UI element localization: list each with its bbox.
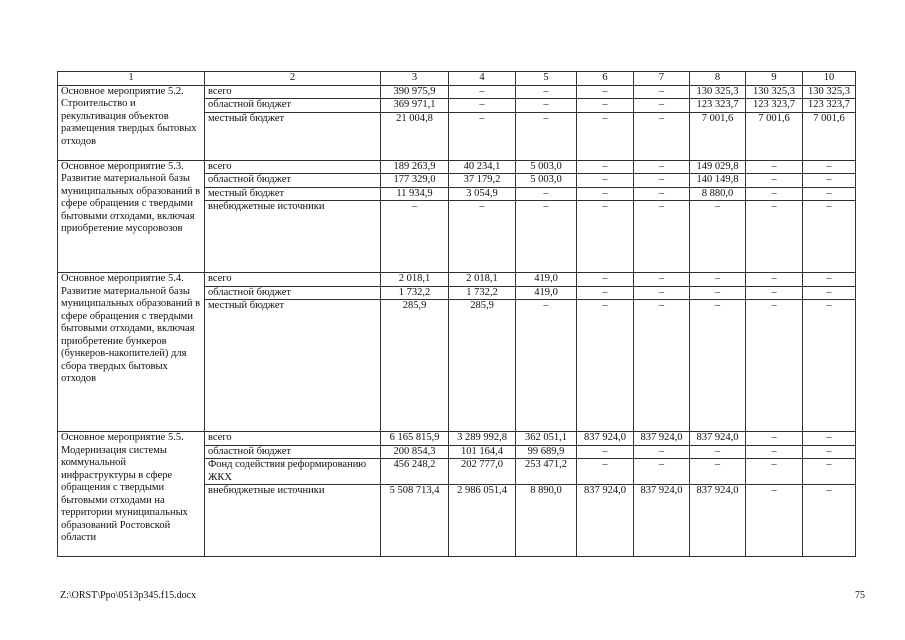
value-cell: – (746, 187, 803, 201)
funding-source-cell: Фонд содействия реформированию ЖКХ (205, 459, 381, 485)
value-cell: – (449, 99, 516, 113)
value-cell: – (746, 485, 803, 557)
table-row (58, 85, 856, 99)
value-cell: – (577, 286, 634, 300)
value-cell: 130 325,3 (690, 85, 746, 99)
value-cell: – (634, 201, 690, 273)
header-cell: 4 (449, 72, 516, 86)
value-cell: – (577, 99, 634, 113)
value-cell: 5 508 713,4 (381, 485, 449, 557)
header-cell: 9 (746, 72, 803, 86)
value-cell: 285,9 (449, 300, 516, 432)
value-cell: 202 777,0 (449, 459, 516, 485)
header-cell: 6 (577, 72, 634, 86)
value-cell: 2 018,1 (449, 273, 516, 287)
value-cell: – (803, 174, 856, 188)
value-cell: – (746, 445, 803, 459)
value-cell: 7 001,6 (746, 112, 803, 160)
value-cell: 8 880,0 (690, 187, 746, 201)
table-row (58, 432, 856, 446)
value-cell: – (577, 201, 634, 273)
value-cell: – (690, 286, 746, 300)
value-cell: – (634, 286, 690, 300)
value-cell: – (577, 85, 634, 99)
value-cell: 1 732,2 (449, 286, 516, 300)
value-cell: – (634, 112, 690, 160)
value-cell: 837 924,0 (634, 485, 690, 557)
value-cell: – (803, 201, 856, 273)
value-cell: 837 924,0 (634, 432, 690, 446)
value-cell: – (746, 273, 803, 287)
value-cell: – (690, 300, 746, 432)
value-cell: – (690, 273, 746, 287)
value-cell: – (516, 187, 577, 201)
value-cell: 123 323,7 (746, 99, 803, 113)
value-cell: – (634, 187, 690, 201)
value-cell: 40 234,1 (449, 160, 516, 174)
funding-source-cell: местный бюджет (205, 300, 381, 432)
value-cell: 149 029,8 (690, 160, 746, 174)
value-cell: – (516, 85, 577, 99)
value-cell: – (690, 201, 746, 273)
value-cell: 101 164,4 (449, 445, 516, 459)
measure-name-cell: Основное мероприятие 5.4. Развитие материальной базы муниципальных образований в сфере обращения с твердыми бытовыми отходами, включая приобретение бункеров (бункеров-накопителей) для сбора твердых бытовых отходов (58, 273, 205, 432)
value-cell: 189 263,9 (381, 160, 449, 174)
value-cell: 5 003,0 (516, 174, 577, 188)
header-cell: 10 (803, 72, 856, 86)
value-cell: – (746, 300, 803, 432)
value-cell: – (634, 160, 690, 174)
value-cell: – (634, 445, 690, 459)
value-cell: – (746, 459, 803, 485)
value-cell: 21 004,8 (381, 112, 449, 160)
funding-source-cell: всего (205, 273, 381, 287)
value-cell: – (803, 445, 856, 459)
value-cell: 11 934,9 (381, 187, 449, 201)
value-cell: – (577, 273, 634, 287)
value-cell: – (803, 459, 856, 485)
header-cell: 7 (634, 72, 690, 86)
value-cell: 837 924,0 (690, 432, 746, 446)
header-cell: 3 (381, 72, 449, 86)
value-cell: 2 018,1 (381, 273, 449, 287)
value-cell: 1 732,2 (381, 286, 449, 300)
value-cell: 130 325,3 (803, 85, 856, 99)
funding-source-cell: областной бюджет (205, 286, 381, 300)
value-cell: – (516, 112, 577, 160)
value-cell: 3 289 992,8 (449, 432, 516, 446)
value-cell: 837 924,0 (577, 432, 634, 446)
value-cell: – (746, 201, 803, 273)
value-cell: – (634, 174, 690, 188)
table-row (58, 273, 856, 287)
value-cell: 3 054,9 (449, 187, 516, 201)
value-cell: – (634, 99, 690, 113)
header-cell: 2 (205, 72, 381, 86)
funding-source-cell: всего (205, 160, 381, 174)
header-row (58, 72, 856, 86)
value-cell: – (577, 174, 634, 188)
value-cell: – (381, 201, 449, 273)
value-cell: 177 329,0 (381, 174, 449, 188)
header-cell: 5 (516, 72, 577, 86)
measure-name-cell: Основное мероприятие 5.2. Строительство и рекультивация объектов размещения твердых бытовых отходов (58, 85, 205, 160)
value-cell: – (746, 432, 803, 446)
value-cell: 837 924,0 (577, 485, 634, 557)
value-cell: 200 854,3 (381, 445, 449, 459)
value-cell: – (690, 459, 746, 485)
value-cell: – (634, 300, 690, 432)
value-cell: – (690, 445, 746, 459)
value-cell: 285,9 (381, 300, 449, 432)
value-cell: 390 975,9 (381, 85, 449, 99)
value-cell: – (746, 286, 803, 300)
value-cell: 99 689,9 (516, 445, 577, 459)
value-cell: 419,0 (516, 273, 577, 287)
value-cell: – (449, 201, 516, 273)
funding-source-cell: всего (205, 432, 381, 446)
value-cell: – (803, 187, 856, 201)
table-body (58, 72, 856, 557)
funding-source-cell: внебюджетные источники (205, 485, 381, 557)
value-cell: – (803, 485, 856, 557)
value-cell: – (634, 85, 690, 99)
measure-name-cell: Основное мероприятие 5.3. Развитие материальной базы муниципальных образований в сфере обращения с твердыми бытовыми отходами, включая приобретение мусоровозов (58, 160, 205, 273)
value-cell: – (449, 85, 516, 99)
value-cell: – (516, 99, 577, 113)
value-cell: 369 971,1 (381, 99, 449, 113)
value-cell: 123 323,7 (690, 99, 746, 113)
value-cell: 2 986 051,4 (449, 485, 516, 557)
value-cell: 7 001,6 (803, 112, 856, 160)
funding-source-cell: всего (205, 85, 381, 99)
value-cell: 253 471,2 (516, 459, 577, 485)
funding-source-cell: областной бюджет (205, 99, 381, 113)
page-number: 75 (855, 590, 865, 601)
funding-source-cell: областной бюджет (205, 445, 381, 459)
value-cell: – (516, 300, 577, 432)
value-cell: – (803, 432, 856, 446)
budget-table (57, 71, 856, 557)
value-cell: 419,0 (516, 286, 577, 300)
funding-source-cell: внебюджетные источники (205, 201, 381, 273)
table-row (58, 160, 856, 174)
value-cell: 37 179,2 (449, 174, 516, 188)
value-cell: – (577, 300, 634, 432)
value-cell: – (577, 112, 634, 160)
value-cell: – (516, 201, 577, 273)
value-cell: – (577, 187, 634, 201)
header-cell: 8 (690, 72, 746, 86)
value-cell: 5 003,0 (516, 160, 577, 174)
value-cell: – (746, 160, 803, 174)
value-cell: 8 890,0 (516, 485, 577, 557)
value-cell: – (803, 300, 856, 432)
value-cell: – (803, 286, 856, 300)
value-cell: 456 248,2 (381, 459, 449, 485)
value-cell: 123 323,7 (803, 99, 856, 113)
value-cell: – (634, 459, 690, 485)
funding-source-cell: местный бюджет (205, 187, 381, 201)
value-cell: 6 165 815,9 (381, 432, 449, 446)
measure-name-cell: Основное мероприятие 5.5. Модернизация системы коммунальной инфраструктуры в сфере обращения с твердыми бытовыми отходами на территории муниципальных образований Ростовской области (58, 432, 205, 557)
value-cell: – (746, 174, 803, 188)
footer-file-path: Z:\ORST\Ppo\0513p345.f15.docx (60, 590, 197, 601)
value-cell: 130 325,3 (746, 85, 803, 99)
header-cell: 1 (58, 72, 205, 86)
value-cell: – (577, 459, 634, 485)
value-cell: – (803, 273, 856, 287)
value-cell: – (577, 445, 634, 459)
funding-source-cell: областной бюджет (205, 174, 381, 188)
value-cell: 7 001,6 (690, 112, 746, 160)
funding-source-cell: местный бюджет (205, 112, 381, 160)
value-cell: – (449, 112, 516, 160)
value-cell: 140 149,8 (690, 174, 746, 188)
value-cell: 362 051,1 (516, 432, 577, 446)
value-cell: – (634, 273, 690, 287)
value-cell: – (577, 160, 634, 174)
value-cell: – (803, 160, 856, 174)
value-cell: 837 924,0 (690, 485, 746, 557)
